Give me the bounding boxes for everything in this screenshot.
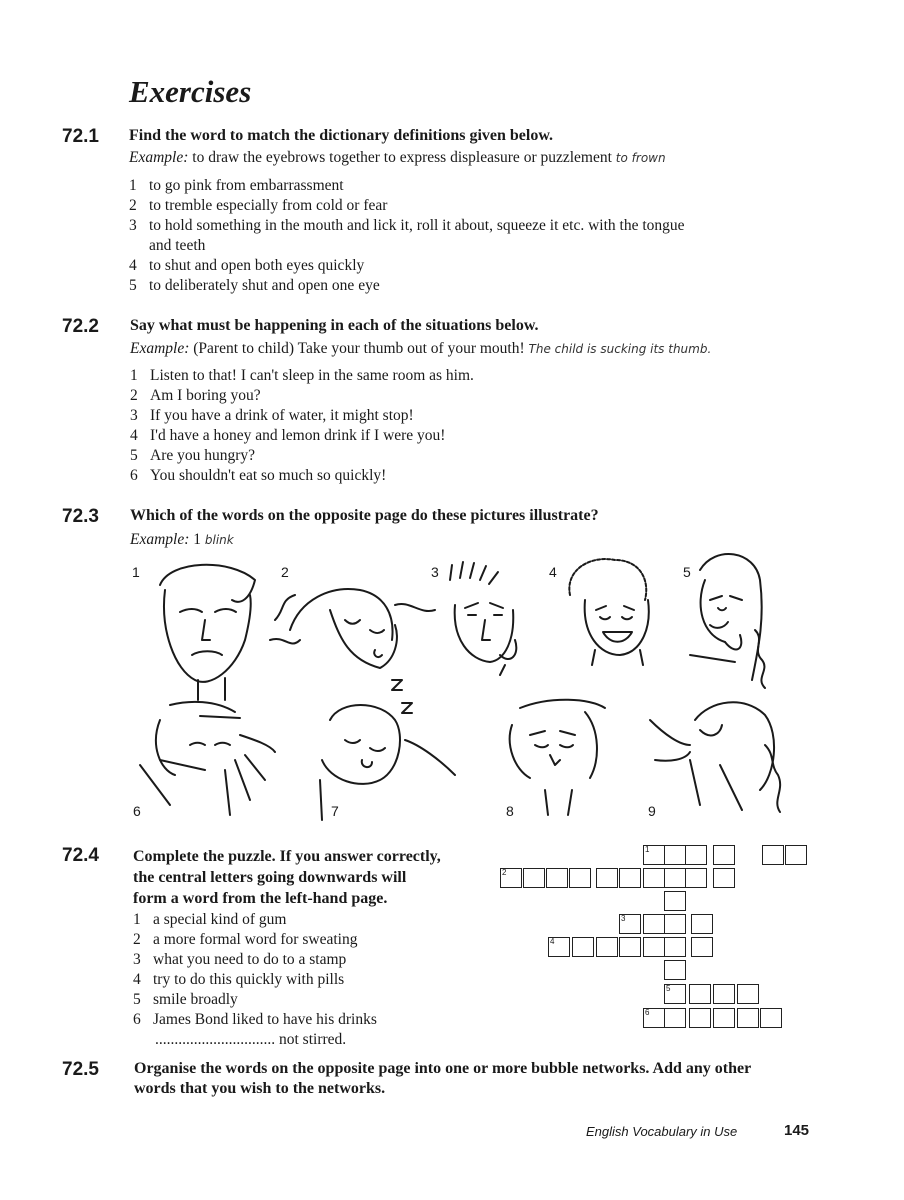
crossword-cell[interactable] (760, 1008, 782, 1028)
list-item: 3 to hold something in the mouth and lick it, roll it about, squeeze it etc. with the tongue (129, 217, 685, 234)
crossword-cell[interactable]: 3 (619, 914, 641, 934)
list-item: 2 Am I boring you? (130, 387, 261, 404)
crossword-cell[interactable] (691, 937, 713, 957)
picture-label: 8 (506, 803, 514, 819)
face-5-illustration (690, 554, 765, 688)
crossword-cell[interactable] (664, 1008, 686, 1028)
picture-label: 5 (683, 564, 691, 580)
exercise-instruction: Which of the words on the opposite page do these pictures illustrate? (130, 507, 599, 524)
crossword-cell[interactable] (619, 937, 641, 957)
crossword-cell[interactable]: 1 (643, 845, 665, 865)
crossword-cell[interactable] (596, 937, 618, 957)
face-4-illustration (569, 559, 648, 665)
picture-label: 6 (133, 803, 141, 819)
face-2-illustration (270, 589, 435, 668)
list-item: 6 You shouldn't eat so much so quickly! (130, 467, 387, 484)
picture-label: 1 (132, 564, 140, 580)
crossword-cell[interactable] (643, 937, 665, 957)
crossword-cell[interactable] (643, 868, 665, 888)
crossword-cell[interactable] (664, 937, 686, 957)
page-title: Exercises (129, 74, 252, 109)
crossword-cell[interactable]: 5 (664, 984, 686, 1004)
exercise-number: 72.2 (62, 316, 99, 337)
crossword-cell[interactable] (762, 845, 784, 865)
exercise-number: 72.5 (62, 1059, 99, 1080)
crossword-cell[interactable] (619, 868, 641, 888)
list-item: 5 to deliberately shut and open one eye (129, 277, 380, 294)
crossword-cell[interactable]: 2 (500, 868, 522, 888)
example-answer: to frown (615, 151, 666, 165)
exercise-instruction: Say what must be happening in each of the situations below. (130, 317, 539, 334)
crossword-cell[interactable] (737, 984, 759, 1004)
crossword-cell[interactable] (664, 960, 686, 980)
list-item: 1 a special kind of gum (133, 911, 287, 928)
picture-label: 7 (331, 803, 339, 819)
crossword-cell[interactable] (572, 937, 594, 957)
crossword-cell[interactable]: 6 (643, 1008, 665, 1028)
list-item: 6 James Bond liked to have his drinks (133, 1011, 377, 1028)
list-item: 5 Are you hungry? (130, 447, 256, 464)
crossword-cell[interactable] (713, 868, 735, 888)
exercise-instruction: Find the word to match the dictionary definitions given below. (129, 127, 554, 144)
example-answer: The child is sucking its thumb. (528, 342, 712, 356)
crossword-cell[interactable] (569, 868, 591, 888)
example-num: 1 (193, 531, 202, 548)
crossword-cell[interactable] (523, 868, 545, 888)
page-number: 145 (784, 1122, 810, 1139)
crossword-cell[interactable] (689, 984, 711, 1004)
crossword-cell[interactable] (664, 891, 686, 911)
list-item: 5 smile broadly (133, 991, 238, 1008)
example-text: to draw the eyebrows together to express displeasure or puzzlement (192, 149, 612, 166)
picture-label: 9 (648, 803, 656, 819)
face-7-illustration (320, 680, 455, 820)
list-item-continued: ............................... not stirred. (155, 1031, 347, 1048)
list-item: 4 I'd have a honey and lemon drink if I were you! (130, 427, 446, 444)
exercise-number: 72.4 (62, 845, 99, 866)
exercise-number: 72.1 (62, 126, 99, 147)
footer-book-title: English Vocabulary in Use (586, 1124, 738, 1139)
crossword-cell[interactable] (664, 845, 686, 865)
example-label: Example: (130, 531, 190, 548)
picture-label: 3 (431, 564, 439, 580)
face-6-illustration (140, 702, 275, 815)
list-item: 2 to tremble especially from cold or fear (129, 197, 388, 214)
face-1-illustration (160, 565, 255, 700)
crossword-cell[interactable] (691, 914, 713, 934)
list-item: 3 what you need to do to a stamp (133, 951, 347, 968)
crossword-cell[interactable] (664, 914, 686, 934)
exercise-number: 72.3 (62, 506, 99, 527)
example-label: Example: (129, 149, 189, 166)
face-3-illustration (450, 562, 516, 675)
face-9-illustration (650, 702, 780, 812)
crossword-cell[interactable] (546, 868, 568, 888)
list-item: 4 to shut and open both eyes quickly (129, 257, 365, 274)
crossword-cell[interactable] (689, 1008, 711, 1028)
crossword-cell[interactable] (685, 845, 707, 865)
crossword-cell[interactable] (785, 845, 807, 865)
crossword-cell[interactable] (664, 868, 686, 888)
crossword-cell[interactable] (713, 845, 735, 865)
example-label: Example: (130, 340, 190, 357)
crossword-cell[interactable]: 4 (548, 937, 570, 957)
list-item: 1 Listen to that! I can't sleep in the same room as him. (130, 367, 474, 384)
example-answer: blink (204, 533, 234, 547)
crossword-cell[interactable] (643, 914, 665, 934)
list-item: 2 a more formal word for sweating (133, 931, 358, 948)
exercise-instruction: Organise the words on the opposite page into one or more bubble networks. Add any other words that you wish to the networks. (134, 1060, 752, 1097)
list-item: and teeth (149, 237, 206, 254)
list-item: 1 to go pink from embarrassment (129, 177, 344, 194)
picture-label: 2 (281, 564, 289, 580)
list-item: 4 try to do this quickly with pills (133, 971, 345, 988)
crossword-cell[interactable] (713, 984, 735, 1004)
picture-label: 4 (549, 564, 557, 580)
face-8-illustration (510, 700, 605, 815)
crossword-cell[interactable] (713, 1008, 735, 1028)
example-text: (Parent to child) Take your thumb out of your mouth! (193, 340, 525, 357)
exercise-instruction: Complete the puzzle. If you answer correctly, the central letters going downwards will form a word from the left-hand page. (133, 848, 441, 907)
crossword-cell[interactable] (596, 868, 618, 888)
list-item: 3 If you have a drink of water, it might stop! (130, 407, 414, 424)
crossword-cell[interactable] (685, 868, 707, 888)
crossword-cell[interactable] (737, 1008, 759, 1028)
